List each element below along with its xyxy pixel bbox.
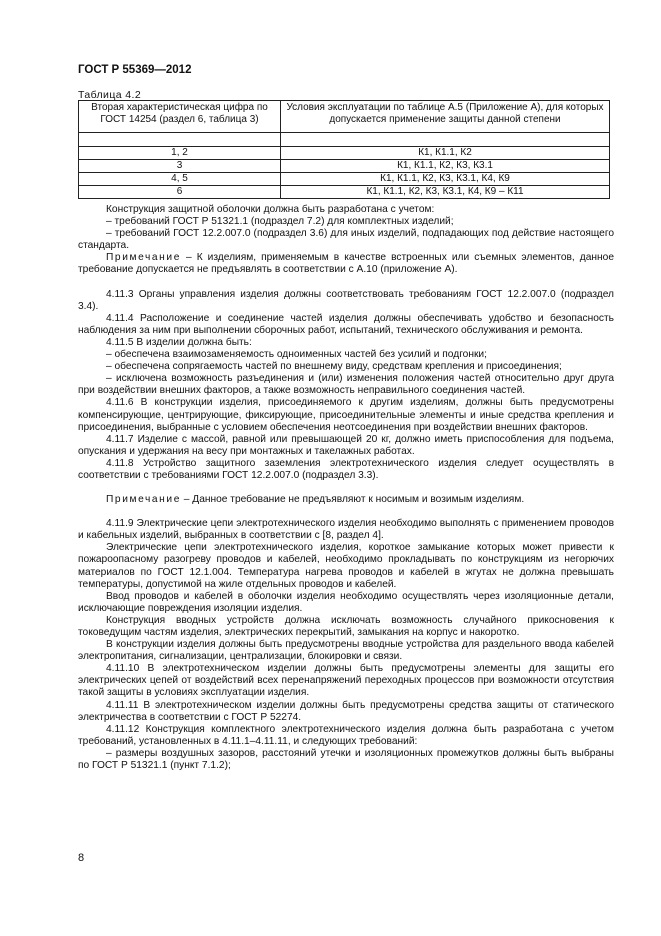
document-header: ГОСТ Р 55369—2012 (78, 64, 192, 76)
paragraph: 4.11.7 Изделие с массой, равной или превышающей 20 кг, должно иметь приспособления для подъема, опускания и удержания на весу при монтажных и такелажных работах. (78, 433, 614, 457)
paragraph: – исключена возможность разъединения и (или) изменения положения частей относительно друг друга при воздействии внешних факторов, а также возможность неправильного соединения частей. (78, 373, 614, 397)
paragraph: – обеспечена взаимозаменяемость одноименных частей без усилий и подгонки; (106, 349, 487, 361)
paragraph: 4.11.6 В конструкции изделия, присоединяемого к другим изделиям, должны быть предусмотрены компенсирующие, центрирующие, фиксирующие, присоединительные элементы и иные средства крепления и присоединения, выбранные с условием обеспечения неотсоединения при воздействии внешних факторов. (78, 397, 614, 433)
note-label: Примечание (106, 494, 181, 506)
paragraph: Ввод проводов и кабелей в оболочки изделия необходимо осуществлять через изоляционные детали, исключающие повреждения изоляции изделия. (78, 590, 614, 614)
cell-digit: 4, 5 (79, 173, 281, 186)
cell-digit: 1, 2 (79, 147, 281, 160)
cell-conditions: К1, К1.1, К2, К3, К3.1, К4, К9 (281, 173, 610, 186)
paragraph: 4.11.4 Расположение и соединение частей изделия должны обеспечивать удобство и безопасность наблюдения за ним при выполнении сборочных работ, испытаний, технического обслуживания и ремонта. (78, 312, 614, 336)
cell-conditions: К1, К1.1, К2, К3, К3.1 (281, 160, 610, 173)
table-row (79, 186, 610, 199)
cell-digit: 3 (79, 160, 281, 173)
paragraph: 4.11.12 Конструкция комплектного электротехнического изделия должна быть разработана с учетом требований, установленных в 4.11.1–4.11.11, и следующих требований: (78, 723, 614, 747)
body-text (78, 204, 614, 772)
note-text: – Данное требование не предъявляют к носимым и возимым изделиям. (180, 494, 525, 506)
note-label: Примечание (106, 252, 181, 264)
cell-conditions: К1, К1.1, К2, К3, К3.1, К4, К9 – К11 (281, 186, 610, 199)
table-header-row (79, 101, 610, 133)
paragraph: Электрические цепи электротехнического изделия, короткое замыкание которых может привести к пожароопасному разогреву проводов и кабелей, необходимо прокладывать по конструкциям из негорючих материалов по ГОСТ 12.1.004. Температура нагрева проводов и кабелей в жгутах не должна превышать температуры, допустимой на жиле отдельных проводов и кабелей. (78, 542, 614, 590)
note-text: – К изделиям, применяемым в качестве встроенных или съемных элементов, данное требование допускается не предъявлять в соответствии с А.10 (приложение А). (78, 252, 614, 276)
paragraph: Конструкция защитной оболочки должна быть разработана с учетом: (106, 204, 435, 215)
table-caption: Таблица 4.2 (78, 89, 142, 101)
table-row (79, 147, 610, 160)
table-row (79, 173, 610, 186)
paragraph: – требований ГОСТ 12.2.007.0 (подраздел 3.6) для иных изделий, подпадающих под действие настоящего стандарта. (78, 228, 614, 252)
paragraph: 4.11.3 Органы управления изделия должны соответствовать требованиям ГОСТ 12.2.007.0 (подраздел 3.4). (78, 288, 614, 312)
note (78, 252, 614, 276)
paragraph: 4.11.11 В электротехническом изделии должны быть предусмотрены средства защиты от статического электричества в соответствии с ГОСТ Р 52274. (78, 699, 614, 723)
paragraph: – размеры воздушных зазоров, расстояний утечки и изоляционных промежутков должны быть выбраны по ГОСТ Р 51321.1 (пункт 7.1.2); (78, 747, 614, 772)
page-number: 8 (78, 852, 85, 864)
col-header-digit: Вторая характеристическая цифра по ГОСТ 14254 (раздел 6, таблица 3) (79, 101, 281, 133)
paragraph: В конструкции изделия должны быть предусмотрены вводные устройства для раздельного ввода кабелей электропитания, сигнализации, централизации, блокировки и связи. (78, 639, 614, 663)
paragraph: 4.11.10 В электротехническом изделии должны быть предусмотрены элементы для защиты его электрических цепей от воздействий всех перенапряжений переходных процессов при возможности отсутствия такой защиты в условиях эксплуатации изделия. (78, 663, 614, 699)
table-row (79, 160, 610, 173)
paragraph: 4.11.8 Устройство защитного заземления электротехнического изделия следует осуществлять в соответствии с требованиями ГОСТ 12.2.007.0 (подраздел 3.3). (78, 457, 614, 481)
paragraph: Конструкция вводных устройств должна исключать возможность случайного прикосновения к токоведущим частям изделия, электрических перекрытий, замыкания на корпус и накоротко. (78, 614, 614, 638)
cell-digit: 6 (79, 186, 281, 199)
cell-conditions: К1, К1.1, К2 (281, 147, 610, 160)
table-spacer-row (79, 133, 610, 147)
col-header-conditions: Условия эксплуатации по таблице А.5 (Приложение А), для которых допускается применение защиты данной степени (281, 101, 610, 133)
paragraph: – обеспечена сопрягаемость частей по внешнему виду, средствам крепления и присоединения; (106, 361, 562, 373)
paragraph: 4.11.9 Электрические цепи электротехнического изделия необходимо выполнять с применением проводов и кабельных изделий, выбранных в соответствии с [8, раздел 4]. (78, 518, 614, 542)
table-4-2 (78, 100, 610, 199)
paragraph: 4.11.5 В изделии должна быть: (106, 336, 252, 348)
paragraph: – требований ГОСТ Р 51321.1 (подраздел 7.2) для комплектных изделий; (106, 216, 454, 228)
note (78, 494, 614, 506)
